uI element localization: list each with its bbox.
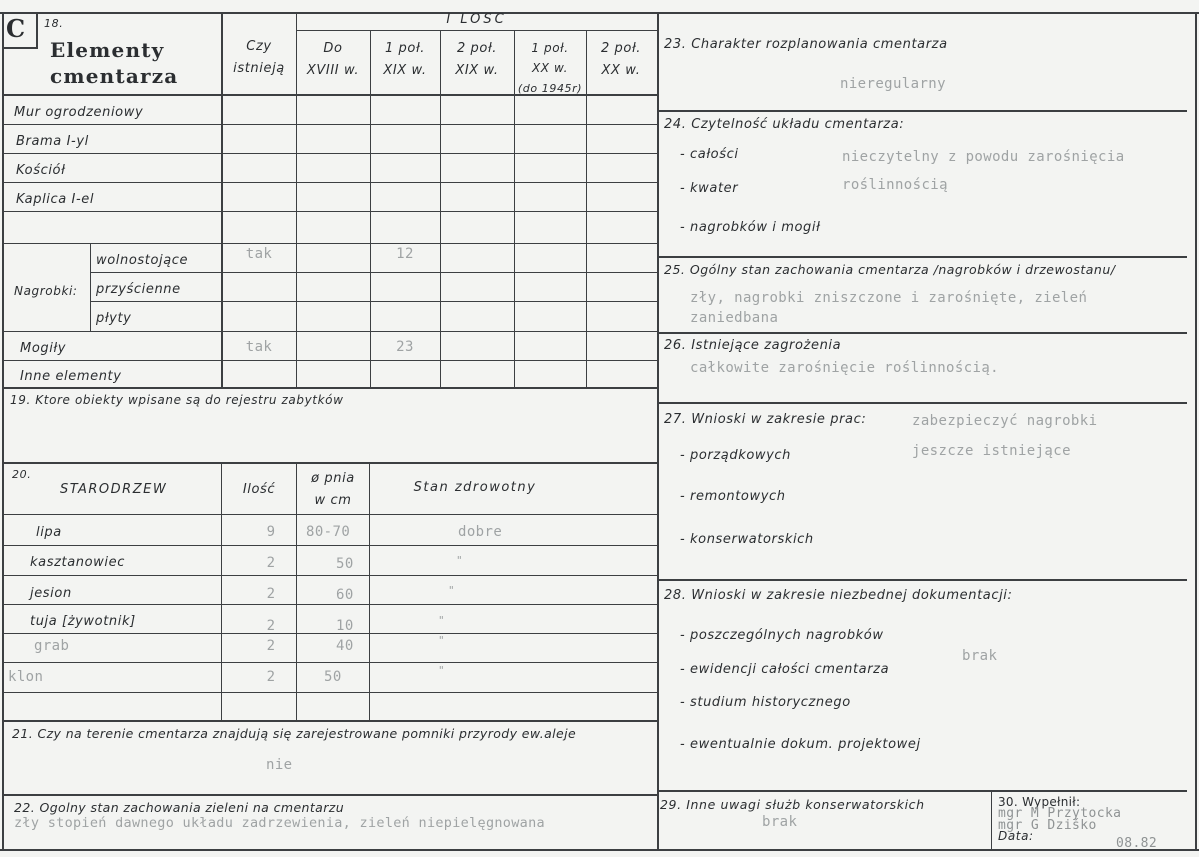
rule xyxy=(2,575,657,576)
tree-count: 9 xyxy=(266,524,276,540)
tree-name: kasztanowiec xyxy=(30,555,125,570)
date-label: Data: xyxy=(998,829,1034,843)
value-wolnostojace-count: 12 xyxy=(396,246,414,262)
section-22-label: 22. Ogolny stan zachowania zieleni na cmentarzu xyxy=(14,800,345,815)
header-line: XIX w. xyxy=(383,63,427,78)
rule xyxy=(2,514,657,515)
section-21-label: 21. Czy na terenie cmentarza znajdują się zarejestrowane pomniki przyrody ew.aleje xyxy=(12,726,577,741)
rule xyxy=(2,387,657,389)
rule xyxy=(657,256,1187,258)
header-line: (do 1945r) xyxy=(517,82,583,95)
rule xyxy=(0,849,1199,851)
header-line: 1 poł. xyxy=(384,41,426,56)
tree-count: 2 xyxy=(266,555,276,571)
row-label-mur: Mur ogrodzeniowy xyxy=(14,105,144,120)
col-count-header: Ilość xyxy=(242,482,276,497)
rule xyxy=(657,12,659,851)
rule xyxy=(2,47,38,49)
section-25-value: zły, nagrobki zniszczone i zarośnięte, zieleń xyxy=(690,290,1088,306)
row-label-brama: Brama I-yl xyxy=(16,134,89,149)
section-28-value: brak xyxy=(962,648,998,664)
tree-health: " xyxy=(438,664,446,677)
col-header xyxy=(370,38,440,82)
form-letter: C xyxy=(6,14,26,43)
header-line: 1 poł. xyxy=(531,41,569,55)
section-27-item: - porządkowych xyxy=(680,448,792,463)
section-24-label: 24. Czytelność układu cmentarza: xyxy=(664,117,905,132)
tree-count: 2 xyxy=(266,669,276,685)
rule xyxy=(586,30,587,388)
section-24-value: nieczytelny z powodu zarośnięcia xyxy=(842,149,1125,165)
header-line: ø pnia xyxy=(311,471,355,486)
row-label-kaplica: Kaplica I-el xyxy=(16,192,95,207)
rule xyxy=(657,579,1187,581)
filled-by-name: mgr M Przytocka xyxy=(998,806,1122,821)
tree-count: 2 xyxy=(266,638,276,654)
ilosc-header: I LOSC xyxy=(446,12,507,27)
rule xyxy=(2,692,657,693)
section-27-label: 27. Wnioski w zakresie prac: xyxy=(664,412,867,427)
tree-trunk: 50 xyxy=(336,556,354,572)
section-23-label: 23. Charakter rozplanowania cmentarza xyxy=(664,37,948,52)
header-line: XIX w. xyxy=(455,63,499,78)
col-header xyxy=(514,38,586,99)
rule xyxy=(2,662,657,663)
col-header xyxy=(296,38,370,82)
tree-trunk: 40 xyxy=(336,638,354,654)
rule xyxy=(2,331,657,332)
header-line: istnieją xyxy=(233,61,285,76)
tree-trunk: 80-70 xyxy=(306,524,351,540)
section-27-item: - remontowych xyxy=(680,489,786,504)
row-label-nagrobki: Nagrobki: xyxy=(14,284,78,298)
value-wolnostojace-exists: tak xyxy=(245,246,273,262)
rule xyxy=(2,604,657,605)
rule xyxy=(991,790,992,850)
rule xyxy=(657,402,1187,404)
section-24-item: - nagrobków i mogił xyxy=(680,220,821,235)
section-30-label: 30. Wypełnił: xyxy=(998,795,1081,809)
tree-trunk: 10 xyxy=(336,618,354,634)
tree-health: dobre xyxy=(458,524,503,540)
section-21-value: nie xyxy=(266,757,293,773)
rule xyxy=(2,360,657,361)
rule xyxy=(90,243,91,331)
col-header xyxy=(440,38,514,82)
title-line: cmentarza xyxy=(50,64,179,88)
section-27-value: jeszcze istniejące xyxy=(912,443,1071,459)
rule xyxy=(2,153,657,154)
section-26-label: 26. Istniejące zagrożenia xyxy=(664,338,842,353)
header-line: 2 poł. xyxy=(456,41,498,56)
rule xyxy=(370,30,371,388)
section-24-item: - całości xyxy=(680,147,739,162)
rule xyxy=(657,790,1187,792)
title-line: Elementy xyxy=(50,38,165,62)
tree-health: " xyxy=(456,554,464,567)
section-28-item: - ewentualnie dokum. projektowej xyxy=(680,737,921,752)
value-mogily-exists: tak xyxy=(245,339,273,355)
section-18-title xyxy=(50,37,178,89)
rule xyxy=(90,272,657,273)
tree-health: " xyxy=(438,634,446,647)
tree-health: " xyxy=(448,584,456,597)
rule xyxy=(657,110,1187,112)
tree-name: grab xyxy=(34,638,70,654)
tree-name: klon xyxy=(8,669,44,685)
header-line: Do xyxy=(323,41,343,56)
section-29-value: brak xyxy=(762,814,798,830)
rule xyxy=(2,462,657,464)
tree-trunk: 50 xyxy=(324,669,342,685)
section-19-label: 19. Ktore obiekty wpisane są do rejestru zabytków xyxy=(10,393,344,407)
section-20-number: 20. xyxy=(12,468,32,481)
rule xyxy=(2,633,657,634)
section-18-number: 18. xyxy=(44,17,64,30)
value-mogily-count: 23 xyxy=(396,339,414,355)
row-label-mogily: Mogiły xyxy=(20,341,67,356)
section-29-label: 29. Inne uwagi służb konserwatorskich xyxy=(660,797,925,812)
header-line: XX w. xyxy=(601,63,641,78)
col-exists-header xyxy=(221,36,297,80)
section-23-value: nieregularny xyxy=(840,76,946,92)
rule xyxy=(657,332,1187,334)
row-label-plyty: płyty xyxy=(96,311,132,326)
tree-name: jesion xyxy=(30,586,72,601)
header-line: XVIII w. xyxy=(306,63,360,78)
section-28-item: - poszczególnych nagrobków xyxy=(680,628,884,643)
row-label-przyscienne: przyścienne xyxy=(96,282,181,297)
rule xyxy=(90,301,657,302)
rule xyxy=(36,12,38,48)
header-line: Czy xyxy=(246,39,272,54)
section-20-title: STARODRZEW xyxy=(60,482,168,497)
rule xyxy=(2,12,4,851)
rule xyxy=(2,124,657,125)
date-value: 08.82 xyxy=(1116,836,1158,851)
section-22-value: zły stopień dawnego układu zadrzewienia, zieleń niepielęgnowana xyxy=(14,815,545,831)
header-line: 2 poł. xyxy=(600,41,642,56)
rule xyxy=(440,30,441,388)
rule xyxy=(2,545,657,546)
col-header xyxy=(586,38,656,82)
rule xyxy=(2,243,657,244)
section-27-item: - konserwatorskich xyxy=(680,532,814,547)
row-label-wolnostojace: wolnostojące xyxy=(96,253,189,268)
tree-name: lipa xyxy=(36,525,62,540)
header-line: w cm xyxy=(314,493,352,508)
filled-by-name: mgr G Dziśko xyxy=(998,818,1097,833)
section-28-item: - ewidencji całości cmentarza xyxy=(680,662,890,677)
rule xyxy=(2,182,657,183)
section-28-label: 28. Wnioski w zakresie niezbednej dokumentacji: xyxy=(664,588,1013,603)
section-26-value: całkowite zarośnięcie roślinnością. xyxy=(690,360,1000,376)
tree-trunk: 60 xyxy=(336,587,354,603)
section-25-label: 25. Ogólny stan zachowania cmentarza /nagrobków i drzewostanu/ xyxy=(664,262,1116,277)
header-line: XX w. xyxy=(531,61,569,75)
section-24-item: - kwater xyxy=(680,181,739,196)
section-27-value: zabezpieczyć nagrobki xyxy=(912,413,1098,429)
section-28-item: - studium historycznego xyxy=(680,695,851,710)
row-label-kosciol: Kościół xyxy=(16,163,66,178)
col-trunk-header xyxy=(296,468,370,512)
tree-name: tuja [żywotnik] xyxy=(30,614,136,629)
rule xyxy=(2,794,657,796)
section-25-value: zaniedbana xyxy=(690,310,779,326)
row-label-inne: Inne elementy xyxy=(20,369,122,384)
rule xyxy=(2,211,657,212)
tree-count: 2 xyxy=(266,618,276,634)
rule xyxy=(2,720,657,722)
section-24-value: roślinnością xyxy=(842,177,948,193)
tree-count: 2 xyxy=(266,586,276,602)
tree-health: " xyxy=(438,614,446,627)
rule xyxy=(296,30,657,31)
rule xyxy=(1195,12,1197,851)
col-health-header: Stan zdrowotny xyxy=(413,480,537,495)
